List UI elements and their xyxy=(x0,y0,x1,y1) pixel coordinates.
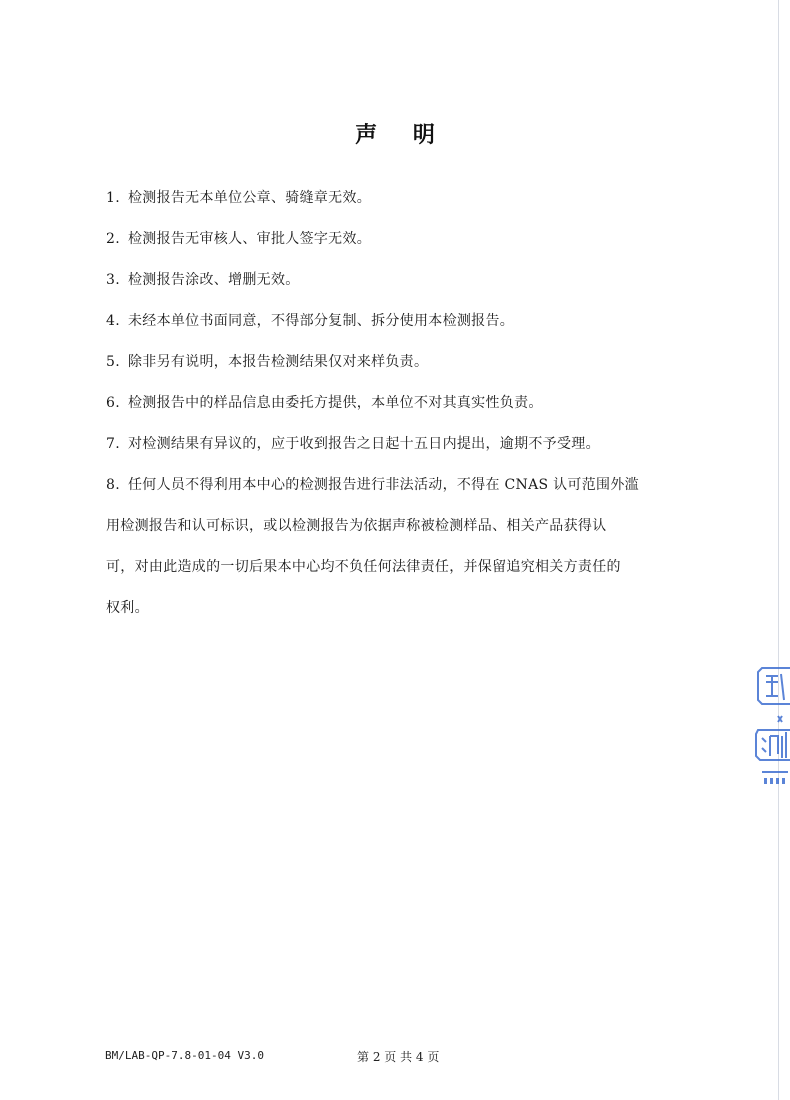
statement-item-8-line-4: 权利。 xyxy=(106,600,149,616)
statement-item-1: 1. 检测报告无本单位公章、骑缝章无效。 xyxy=(106,190,372,206)
statement-item-5: 5. 除非另有说明，本报告检测结果仅对来样负责。 xyxy=(106,354,429,370)
statement-item-6: 6. 检测报告中的样品信息由委托方提供，本单位不对其真实性负责。 xyxy=(106,395,543,411)
statement-item-3: 3. 检测报告涂改、增删无效。 xyxy=(106,272,300,288)
statement-item-4: 4. 未经本单位书面同意，不得部分复制、拆分使用本检测报告。 xyxy=(106,313,515,329)
seal-stamp-icon xyxy=(748,660,790,790)
page-title: 声 明 xyxy=(355,122,449,148)
document-code: BM/LAB-QP-7.8-01-04 V3.0 xyxy=(105,1049,264,1062)
page-number: 第 2 页 共 4 页 xyxy=(357,1050,440,1064)
statement-item-8-line-2: 用检测报告和认可标识，或以检测报告为依据声称被检测样品、相关产品获得认 xyxy=(106,518,607,534)
statement-item-2: 2. 检测报告无审核人、审批人签字无效。 xyxy=(106,231,372,247)
statement-item-8: 8. 任何人员不得利用本中心的检测报告进行非法活动，不得在 CNAS 认可范围外滥 xyxy=(106,477,639,493)
statement-item-8-line-3: 可，对由此造成的一切后果本中心均不负任何法律责任，并保留追究相关方责任的 xyxy=(106,559,621,575)
statement-item-7: 7. 对检测结果有异议的，应于收到报告之日起十五日内提出，逾期不予受理。 xyxy=(106,436,600,452)
statement-list xyxy=(106,178,686,629)
page-edge-line xyxy=(778,0,779,1100)
